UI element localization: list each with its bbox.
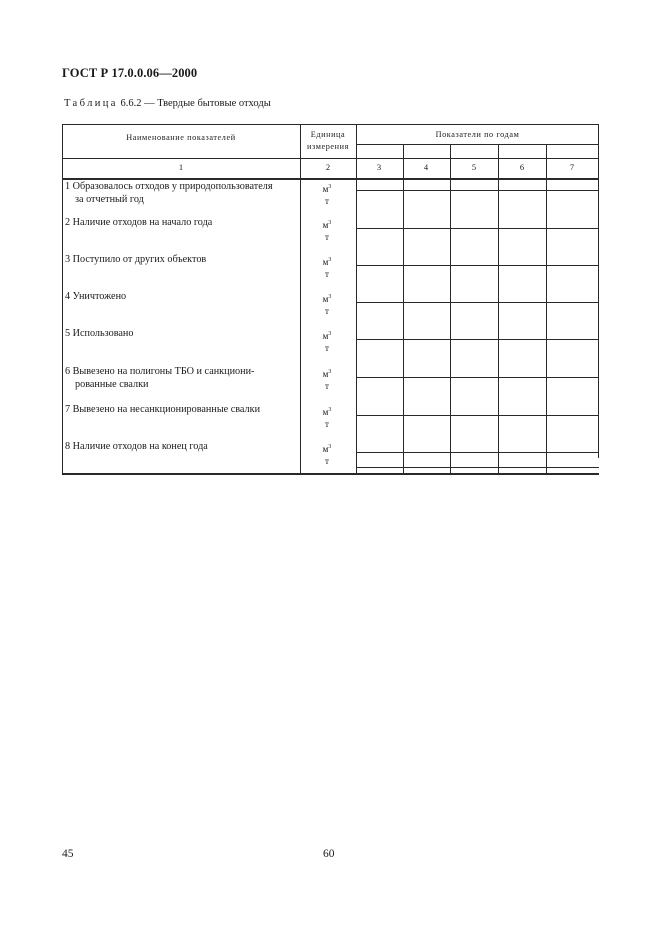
unit-ton: т xyxy=(325,306,329,316)
waste-table xyxy=(62,124,599,474)
row-name xyxy=(65,365,300,391)
row-name-text: 1 Образовалось отходов у природопользователя xyxy=(65,181,273,192)
header-unit-line1: Единица xyxy=(310,130,346,139)
column-number-7: 7 xyxy=(569,162,575,172)
unit-superscript: 3 xyxy=(328,294,332,300)
table-right-border xyxy=(598,124,599,458)
row-name-text: 6 Вывезено на полигоны ТБО и санкциони- xyxy=(65,366,255,377)
table-bottom-border xyxy=(62,473,599,475)
unit-superscript: 3 xyxy=(328,220,332,226)
column-number-5: 5 xyxy=(471,162,477,172)
data-row-line xyxy=(356,265,599,266)
row-name xyxy=(65,290,300,303)
row-name-text: 2 Наличие отходов на начало года xyxy=(65,217,213,228)
unit-cubic-meter: м xyxy=(322,444,329,454)
data-row-line xyxy=(356,452,599,453)
row-name-text: 7 Вывезено на несанкционированные свалки xyxy=(65,404,261,415)
header-indicator: Наименование показателей xyxy=(126,133,236,142)
unit-cubic-meter: м xyxy=(322,407,329,417)
unit-superscript: 3 xyxy=(328,444,332,450)
row-name xyxy=(65,180,300,206)
row-units xyxy=(300,441,354,467)
unit-ton: т xyxy=(325,232,329,242)
column-number-2: 2 xyxy=(325,162,331,172)
header-years: Показатели по годам xyxy=(435,130,520,139)
table-caption xyxy=(64,98,271,109)
row-name-text: 8 Наличие отходов на конец года xyxy=(65,441,208,452)
column-number-3: 3 xyxy=(376,162,382,172)
unit-ton: т xyxy=(325,343,329,353)
unit-cubic-meter: м xyxy=(322,184,329,194)
row-name-text: 4 Уничтожено xyxy=(65,291,127,302)
column-number-4: 4 xyxy=(423,162,429,172)
unit-superscript: 3 xyxy=(328,407,332,413)
page-number: 60 xyxy=(323,848,335,860)
row-name xyxy=(65,253,300,266)
unit-superscript: 3 xyxy=(328,184,332,190)
row-units xyxy=(300,254,354,280)
row-name-text: 3 Поступило от других объектов xyxy=(65,254,207,265)
column-divider-2 xyxy=(356,124,357,474)
unit-cubic-meter: м xyxy=(322,220,329,230)
years-header-divider xyxy=(356,144,599,145)
document-standard-id: ГОСТ Р 17.0.0.06—2000 xyxy=(62,66,198,80)
unit-cubic-meter: м xyxy=(322,257,329,267)
column-divider-1 xyxy=(300,124,301,474)
column-divider-3 xyxy=(403,144,404,474)
unit-ton: т xyxy=(325,381,329,391)
unit-cubic-meter: м xyxy=(322,369,329,379)
data-row-line xyxy=(356,377,599,378)
unit-ton: т xyxy=(325,456,329,466)
unit-ton: т xyxy=(325,269,329,279)
row-name xyxy=(65,327,300,340)
unit-ton: т xyxy=(325,419,329,429)
data-row-line xyxy=(356,302,599,303)
table-left-border xyxy=(62,124,63,474)
unit-superscript: 3 xyxy=(328,257,332,263)
table-top-border xyxy=(62,124,599,125)
column-number-1: 1 xyxy=(178,162,184,172)
unit-superscript: 3 xyxy=(328,369,332,375)
row-units xyxy=(300,328,354,354)
unit-ton: т xyxy=(325,196,329,206)
data-row-line xyxy=(356,228,599,229)
header-unit-line2: измерения xyxy=(307,142,349,151)
data-row-line xyxy=(356,339,599,340)
data-row-line xyxy=(356,415,599,416)
row-units xyxy=(300,291,354,317)
column-divider-4 xyxy=(450,144,451,474)
row-name-text: 5 Использовано xyxy=(65,328,134,339)
table-title: 6.6.2 — Твердые бытовые отходы xyxy=(120,98,271,109)
row-units xyxy=(300,217,354,243)
header-divider xyxy=(62,158,599,159)
row-name xyxy=(65,403,300,416)
column-number-6: 6 xyxy=(519,162,525,172)
footer-left-number: 45 xyxy=(62,848,74,860)
row-units xyxy=(300,181,354,207)
unit-cubic-meter: м xyxy=(322,331,329,341)
column-divider-6 xyxy=(546,144,547,474)
row-name xyxy=(65,216,300,229)
data-row-line xyxy=(356,190,599,191)
unit-superscript: 3 xyxy=(328,331,332,337)
row-name xyxy=(65,440,300,453)
row-units xyxy=(300,366,354,392)
row-name-continuation: за отчетный год xyxy=(75,194,144,205)
data-row-line xyxy=(356,467,599,468)
column-number-divider xyxy=(62,178,599,180)
table-label: Таблица xyxy=(64,98,118,109)
unit-cubic-meter: м xyxy=(322,294,329,304)
row-units xyxy=(300,404,354,430)
row-name-continuation: рованные свалки xyxy=(75,379,149,390)
column-divider-5 xyxy=(498,144,499,474)
